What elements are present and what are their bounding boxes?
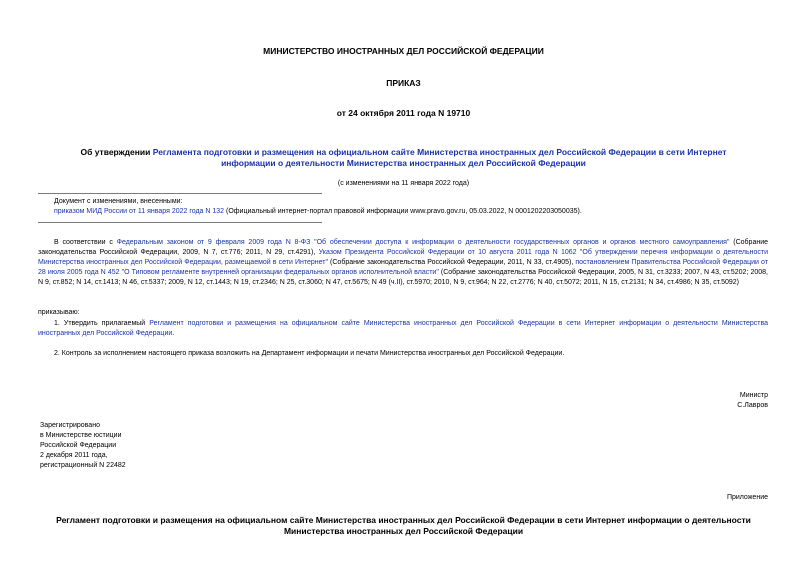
title-regulation-link[interactable]: Регламента подготовки и размещения на официальном сайте Министерства иностранных дел Российской Федерации в сети Интернет информации о деятельности Министерства иностранных дел Российской Федерации [152,147,727,168]
registration-block [40,421,126,471]
ministry-heading: МИНИСТЕРСТВО ИНОСТРАННЫХ ДЕЛ РОССИЙСКОЙ ФЕДЕРАЦИИ [263,46,544,56]
changes-source [54,207,774,217]
amendment-order-link[interactable]: приказом МИД России от 11 января 2022 года N 132 [54,208,225,215]
order-date: от 24 октября 2011 года N 19710 [336,108,471,118]
order-item-2: 2. Контроль за исполнением настоящего приказа возложить на Департамент информации и печати Министерства иностранных дел Российской Федерации. [54,350,565,357]
order-word: приказываю: [38,309,80,316]
appendix-title: Регламент подготовки и размещения на официальном сайте Министерства иностранных дел Российской Федерации в сети Интернет информации о деятельности Министерства иностранных дел Российской Федерации [56,515,751,536]
order-type: ПРИКАЗ [386,78,421,88]
changes-source-text: (Официальный интернет-портал правовой информации www.pravo.gov.ru, 05.03.2022, N 0001202203050035). [224,208,582,215]
changes-label: Документ с изменениями, внесенными: [54,198,183,205]
registration-line: в Министерстве юстиции [40,432,122,439]
regulation-link[interactable]: Регламент подготовки и размещения на официальном сайте Министерства иностранных дел Российской Федерации в сети Интернет информации о деятельности Министерства иностранных дел Российской Федерации [38,320,769,337]
divider-top [38,193,322,194]
signature-position: Министр [739,392,768,399]
registration-line: Зарегистрировано [40,422,100,429]
government-resolution-link[interactable]: постановлением Правительства Российской Федерации от 28 июля 2005 года N 452 "О Типовом регламенте внутренней организации федеральных органов исполнительной власти" [38,259,768,276]
signature-name: С.Лавров [737,402,768,409]
preamble-paragraph: В соответствии с Федеральным законом от 9 февраля 2009 года N 8-ФЗ "Об обеспечении доступа к информации о деятельности государственных органов и органов местного самоуправления" (Собрание законодательства Российской Федерации, 2009, N 7, ст.776; 2011, N 29, ст.4291), Указом Президента Российской Федерации от 10 августа 2011 года N 1062 "Об утверждении перечня информации о деятельности Министерства иностранных дел Российской Федерации, размещаемой в сети Интернет" (Собрание законодательства Российской Федерации, 2011, N 33, ст.4905), постановлением Правительства Российской Федерации от 28 июля 2005 года N 452 "О Типовом регламенте внутренней организации федеральных органов исполнительной власти" (Собрание законодательства Российской Федерации, 2005, N 31, ст.3233; 2007, N 43, ст.5202; 2008, N 9, ст.852; N 14, ст.1413; N 46, ст.5337; 2009, N 12, ст.1443; N 19, ст.2346; N 25, ст.3060; N 47, ст.5675; N 49 (ч.II), ст.5970; 2010, N 9, ст.964; N 22, ст.2776; N 40, ст.5072; 2011, N 15, ст.2131; N 34, ст.4986; N 35, ст.5092) [38,239,769,286]
registration-line: регистрационный N 22482 [40,462,126,469]
presidential-decree-link[interactable]: Указом Президента Российской Федерации от 10 августа 2011 года N 1062 "Об утверждении перечня информации о деятельности Министерства иностранных дел Российской Федерации, размещаемой в сети Интернет" [38,249,768,266]
order-item-1: 1. Утвердить прилагаемый Регламент подготовки и размещения на официальном сайте Министерства иностранных дел Российской Федерации в сети Интернет информации о деятельности Министерства иностранных дел Российской Федерации. [38,320,769,337]
registration-line: 2 декабря 2011 года, [40,452,108,459]
registration-line: Российской Федерации [40,442,117,449]
divider-bottom [38,222,322,223]
revision-note: (с изменениями на 11 января 2022 года) [337,180,470,187]
appendix-label: Приложение [726,494,768,501]
federal-law-link[interactable]: Федеральным законом от 9 февраля 2009 года N 8-ФЗ "Об обеспечении доступа к информации о деятельности государственных органов и органов местного самоуправления" [116,239,730,246]
title-prefix: Об утверждении [80,147,153,157]
document-title [60,147,747,169]
